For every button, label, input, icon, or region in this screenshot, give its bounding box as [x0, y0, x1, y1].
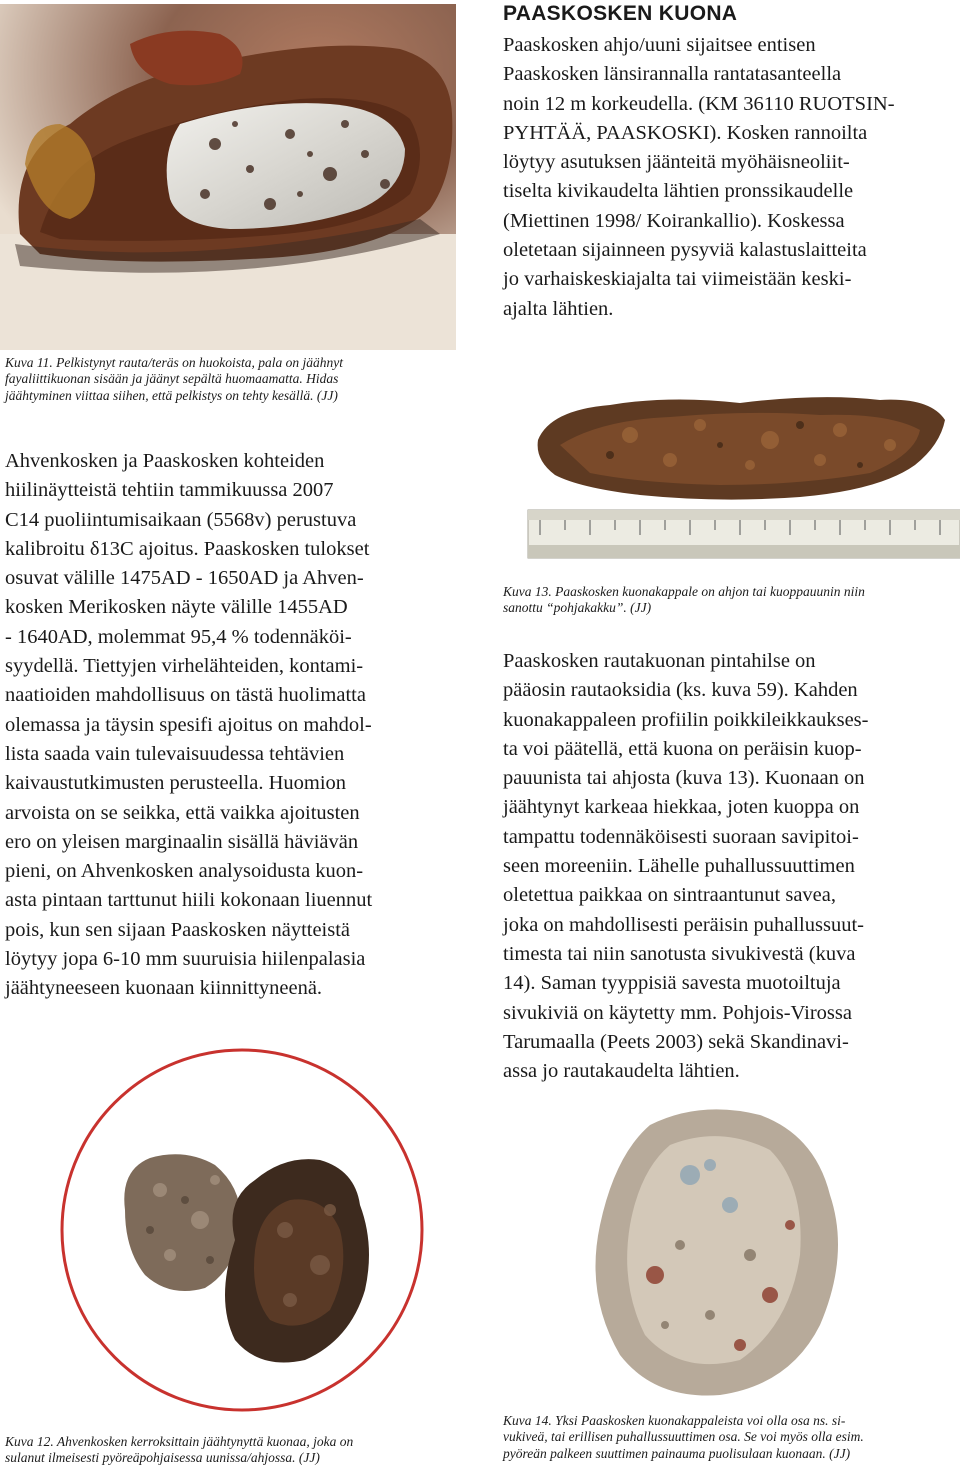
caption-line: Kuva 14. Yksi Paaskosken kuonakappaleista voi olla osa ns. si-: [503, 1413, 846, 1428]
text-line: syydellä. Tiettyjen virhelähteiden, kontami-: [5, 655, 364, 678]
text-line: ero on yleisen marginaalin sisällä häviävän: [5, 830, 359, 853]
surface-paragraph: [503, 647, 958, 1086]
caption-line: Kuva 13. Paaskosken kuonakappale on ahjon tai kuoppauunin niin: [503, 584, 865, 599]
text-line: kalibroitu δ13C ajoitus. Paaskosken tulokset: [5, 537, 370, 560]
caption-line: jäähtyminen viittaa siihen, että pelkistys on tehty kesällä. (JJ): [5, 387, 338, 403]
photo-kuva-14: [560, 1095, 890, 1410]
text-line: osuvat välille 1475AD - 1650AD ja Ahven-: [5, 567, 364, 590]
caption-kuva-12: [5, 1434, 475, 1467]
text-line: pääosin rautaoksidia (ks. kuva 59). Kahden: [503, 679, 858, 702]
photo-kuva-12: [0, 1030, 480, 1425]
text-line: sivukiviä on käytetty mm. Pohjois-Virossa: [503, 1001, 852, 1024]
caption-line: sanottu “pohjakakku”. (JJ): [503, 600, 652, 616]
text-line: olemassa ja täysin spesifi ajoitus on mahdol-: [5, 713, 372, 736]
text-line: kaivaustutkimusten perusteella. Huomion: [5, 772, 347, 795]
text-line: Paaskosken ahjo/uuni sijaitsee entisen: [503, 34, 816, 56]
text-line: PYHTÄÄ, PAASKOSKI). Kosken rannoilta: [503, 121, 868, 144]
text-line: joka on mahdollisesti peräisin puhallussuut-: [503, 913, 864, 936]
text-line: kosken Merikosken näyte välille 1455AD: [5, 596, 348, 619]
caption-line: sulanut ilmeisesti pyöreäpohjaisessa uunissa/ahjossa. (JJ): [5, 1450, 320, 1466]
text-line: oletetaan sijainneen pysyviä kalastuslaitteita: [503, 239, 867, 262]
text-line: jäähtyneeseen kuonaan kiinnittyneenä.: [5, 977, 323, 1000]
caption-kuva-13: [503, 584, 958, 617]
text-line: ta voi päätellä, että kuona on peräisin kuop-: [503, 737, 862, 760]
text-line: arvoista on se seikka, että vaikka ajoitusten: [5, 801, 360, 824]
slag-cake-illustration: [520, 385, 960, 570]
slag-lump-right: [225, 1159, 369, 1362]
text-line: lista saada vain tulevaisuudessa tehtävien: [5, 742, 345, 765]
caption-kuva-11: [5, 355, 465, 404]
intro-paragraph: [503, 31, 958, 324]
text-line: seen moreeniin. Lähelle puhallussuuttimen: [503, 855, 855, 878]
text-line: pauunista tai ahjosta (kuva 13). Kuonaan on: [503, 767, 865, 790]
text-line: Paaskosken länsirannalla rantatasanteella: [503, 63, 842, 86]
caption-kuva-14: [503, 1413, 958, 1462]
photo-kuva-13: [520, 385, 960, 570]
slag-lump-left: [124, 1154, 240, 1291]
text-line: assa jo rautakaudelta lähtien.: [503, 1060, 740, 1083]
caption-line: fayaliittikuonan sisään ja jäänyt sepältä huomaamatta. Hidas: [5, 371, 339, 387]
caption-line: Kuva 12. Ahvenkosken kerroksittain jäähtynyttä kuonaa, joka on: [5, 1434, 354, 1449]
section-heading: PAASKOSKEN KUONA: [503, 2, 738, 25]
photo-kuva-11: [0, 4, 456, 350]
text-line: asta pintaan tarttunut hiili kokonaan liuennut: [5, 889, 373, 912]
dating-paragraph: [5, 447, 470, 1004]
text-line: oletettua paikkaa on sintraantunut savea,: [503, 884, 837, 907]
text-line: hiilinäytteistä tehtiin tammikuussa 2007: [5, 479, 334, 502]
caption-line: pyöreän palkeen suuttimen painauma puolisulaan kuonaan. (JJ): [503, 1445, 851, 1461]
text-line: timesta tai niin sanotusta sivukivestä (kuva: [503, 942, 856, 965]
text-line: 14). Saman tyyppisiä savesta muotoiltuja: [503, 972, 841, 995]
text-line: kuonakappaleen profiilin poikkileikkaukses-: [503, 708, 869, 731]
text-line: (Miettinen 1998/ Koirankallio). Koskessa: [503, 209, 845, 232]
text-line: jäähtynyt karkeaa hiekkaa, joten kuoppa on: [503, 796, 860, 819]
text-line: ajalta lähtien.: [503, 297, 614, 320]
text-line: pois, kun sen sijaan Paaskosken näytteistä: [5, 918, 351, 941]
text-line: - 1640AD, molemmat 95,4 % todennäköi-: [5, 625, 352, 648]
text-line: pieni, on Ahvenkosken analysoidusta kuon-: [5, 860, 364, 883]
text-line: noin 12 m korkeudella. (KM 36110 RUOTSIN-: [503, 92, 895, 115]
text-line: Tarumaalla (Peets 2003) sekä Skandinavi-: [503, 1030, 849, 1053]
text-line: löytyy asutuksen jäänteitä myöhäisneoliit-: [503, 151, 850, 174]
text-line: löytyy jopa 6-10 mm suuruisia hiilenpalasia: [5, 948, 366, 971]
text-line: C14 puoliintumisaikaan (5568v) perustuva: [5, 508, 357, 531]
text-line: tampattu todennäköisesti suoraan savipitoi-: [503, 825, 859, 848]
text-line: jo varhaiskeskiajalta tai viimeistään keski-: [503, 268, 852, 291]
text-line: Paaskosken rautakuonan pintahilse on: [503, 650, 816, 672]
caption-line: Kuva 11. Pelkistynyt rauta/teräs on huokoista, pala on jäähnyt: [5, 355, 343, 370]
text-line: naatioiden mahdollisuus on tästä huolimatta: [5, 684, 366, 707]
slag-lumps-illustration: [0, 1030, 480, 1425]
slag-iron-illustration: [0, 4, 456, 350]
side-stone-illustration: [560, 1095, 890, 1410]
text-line: tiselta kivikaudelta lähtien pronssikaudelle: [503, 180, 854, 203]
caption-line: vukiveä, tai erillisen puhallussuuttimen osa. Se voi myös olla esim.: [503, 1429, 864, 1445]
text-line: Ahvenkosken ja Paaskosken kohteiden: [5, 450, 325, 472]
